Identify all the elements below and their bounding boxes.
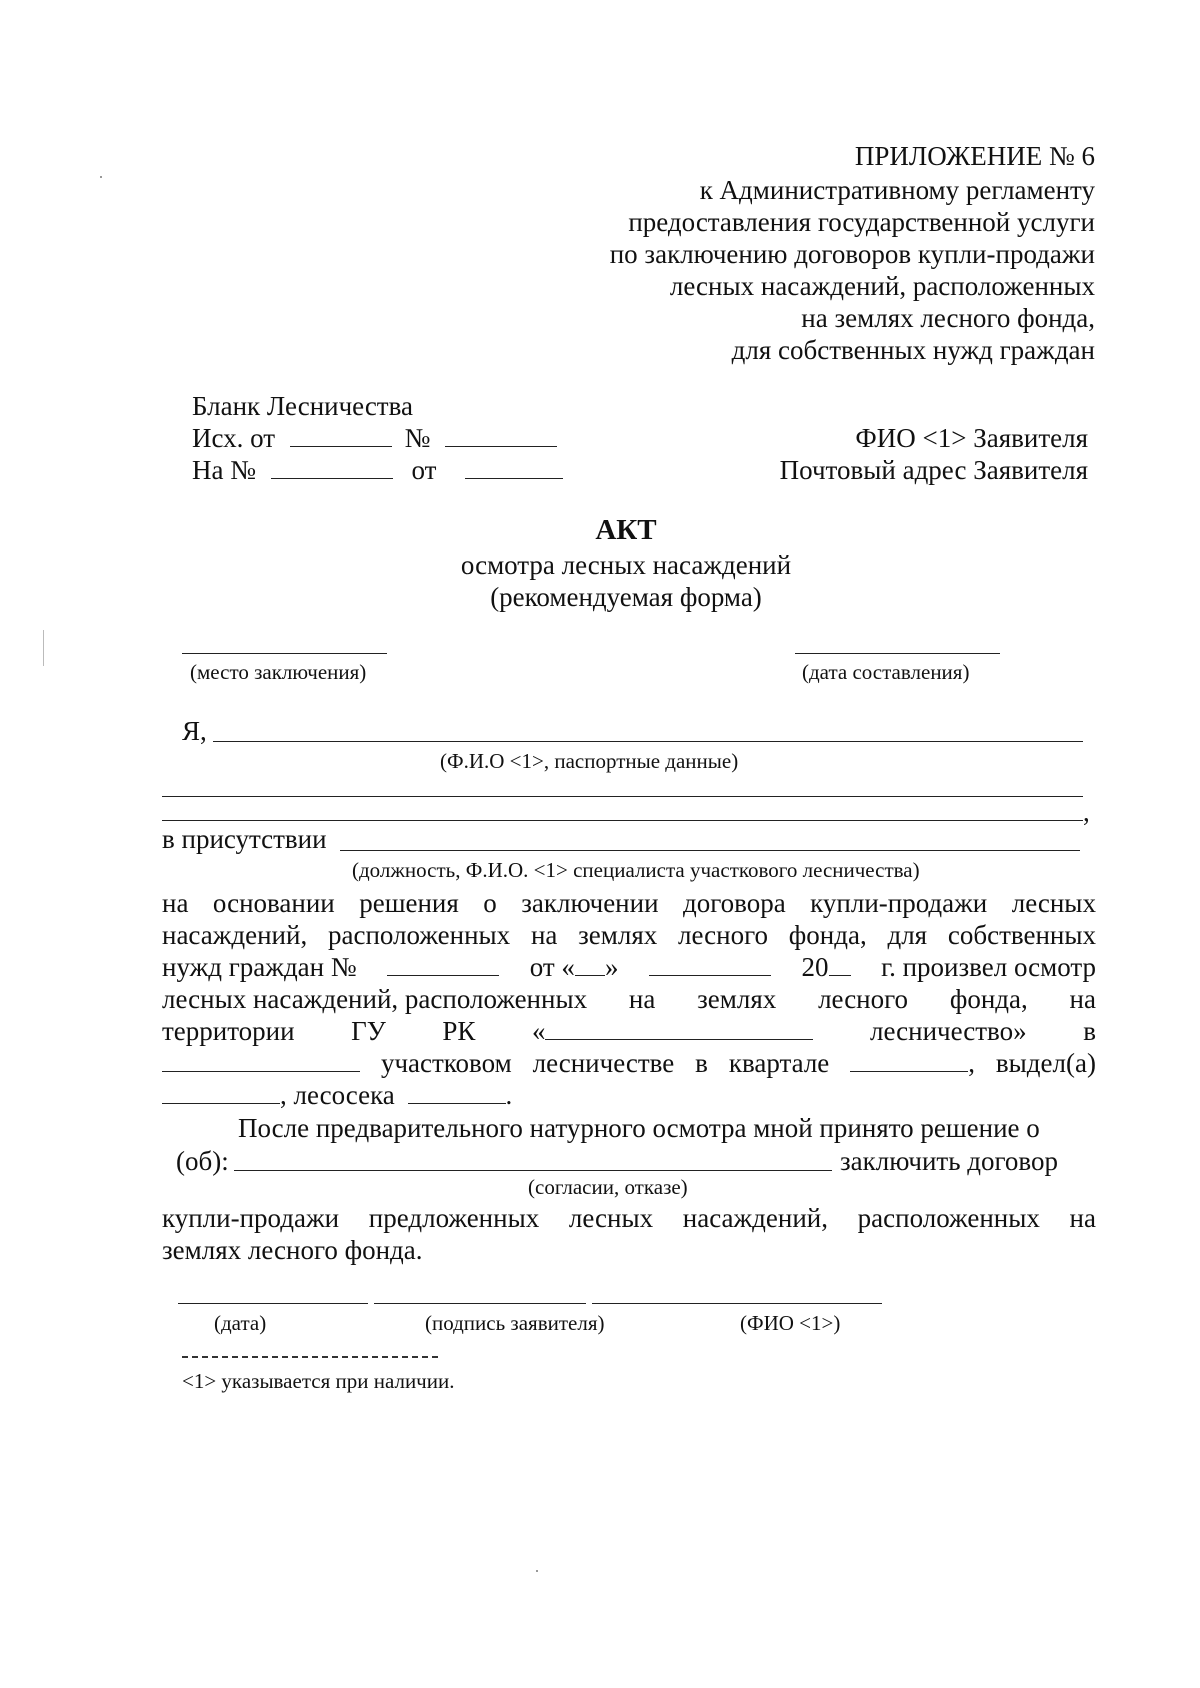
word: основании (212, 888, 335, 918)
signature-sign-blank (374, 1303, 586, 1304)
word: лесных (568, 1203, 654, 1233)
scan-speck (536, 1570, 538, 1572)
word: насаждений, (162, 920, 308, 950)
month-blank (649, 974, 771, 976)
reply-label: На № (192, 455, 256, 485)
footnote: <1> указывается при наличии. (182, 1369, 455, 1393)
text-year: 20 (801, 952, 829, 982)
text-citizens-number: нужд граждан № (162, 952, 357, 982)
appendix-line: по заключению договоров купли-продажи (609, 239, 1095, 269)
body-line-7 (162, 1082, 512, 1109)
word: землях (697, 984, 777, 1014)
body-line-6 (162, 1050, 1096, 1077)
word: в (695, 1048, 708, 1078)
presence-blank (340, 850, 1080, 851)
ob-label: (об): (176, 1146, 229, 1176)
word: выдел(а) (995, 1048, 1096, 1078)
outgoing-row (192, 425, 557, 452)
word: о (483, 888, 497, 918)
word: решения (359, 888, 459, 918)
word: собственных (947, 920, 1096, 950)
date-blank (795, 653, 1000, 654)
word: ГУ (351, 1016, 386, 1046)
body-line-5 (162, 1018, 1096, 1045)
word: на (1069, 1203, 1096, 1233)
signature-fio-blank (592, 1303, 882, 1304)
applicant-name: ФИО <1> Заявителя (855, 423, 1088, 453)
text-period: . (505, 1080, 513, 1110)
place-caption: (место заключения) (190, 660, 367, 684)
appendix-line: предоставления государственной услуги (628, 207, 1095, 237)
word: РК (442, 1016, 476, 1046)
passport-blank-1 (162, 796, 1083, 797)
word: на (530, 920, 558, 950)
text-open-quote: « (531, 1016, 546, 1046)
body-line-3 (162, 954, 1096, 981)
reply-date-blank (465, 477, 563, 479)
day-group (530, 954, 619, 981)
year-group (802, 954, 851, 981)
decision-cont-line (162, 1205, 1096, 1232)
date-caption: (дата составления) (802, 660, 970, 684)
word: на (162, 888, 189, 918)
text-quote: » (604, 952, 619, 982)
i-label: Я, (182, 716, 207, 746)
applicant-address: Почтовый адрес Заявителя (779, 455, 1088, 485)
word: договора (683, 888, 786, 918)
word: землях (578, 920, 658, 950)
text-cutting-area: , лесосека (280, 1080, 395, 1110)
word: на (628, 984, 656, 1014)
body-line-2 (162, 922, 1096, 949)
reply-from-label: от (411, 455, 437, 485)
decision-line: После предварительного натурного осмотра мной принято решение о (238, 1113, 1040, 1143)
appendix-title: ПРИЛОЖЕНИЕ № 6 (854, 141, 1095, 171)
allotment-blank (162, 1102, 280, 1104)
word: лесного (818, 984, 909, 1014)
district-forestry-blank (162, 1070, 360, 1072)
word: купли-продажи (162, 1203, 340, 1233)
comma: , (1083, 797, 1090, 827)
specialist-caption: (должность, Ф.И.О. <1> специалиста участкового лесничества) (352, 858, 920, 882)
forestry-group (532, 1018, 814, 1045)
body-line-4 (162, 986, 1096, 1013)
fio-blank (213, 741, 1083, 742)
fio-caption: (Ф.И.О <1>, паспортные данные) (440, 749, 739, 773)
decision-caption: (согласии, отказе) (528, 1175, 688, 1199)
act-form-note: (рекомендуемая форма) (490, 582, 762, 612)
appendix-line: на землях лесного фонда, (801, 303, 1095, 333)
word: лесных насаждений, расположенных (162, 984, 588, 1014)
quarter-blank (850, 1070, 968, 1072)
place-blank (182, 653, 387, 654)
text-comma: , (968, 1048, 975, 1078)
letterhead-blank: Бланк Лесничества (192, 391, 413, 421)
appendix-line: для собственных нужд граждан (731, 335, 1095, 365)
word: в (1083, 1016, 1096, 1046)
signature-date-caption: (дата) (214, 1311, 267, 1335)
number-label: № (404, 423, 431, 453)
presence-label: в присутствии (162, 824, 327, 854)
cutting-area-blank (408, 1102, 506, 1104)
word: фонда, (788, 920, 867, 950)
decision-end-line: землях лесного фонда. (162, 1235, 423, 1265)
signature-sign-caption: (подпись заявителя) (425, 1311, 605, 1335)
year-blank (829, 974, 851, 976)
scan-speck (43, 630, 44, 666)
word: расположенных (327, 920, 511, 950)
reply-row (192, 457, 563, 484)
decision-number-blank (387, 974, 499, 976)
act-title: АКТ (595, 514, 657, 546)
footnote-separator (182, 1356, 438, 1358)
word: предложенных (368, 1203, 540, 1233)
body-line-1 (162, 890, 1096, 917)
scan-speck (100, 176, 102, 178)
word: заключении (521, 888, 659, 918)
word: территории (162, 1016, 295, 1046)
decision-blank (234, 1170, 832, 1171)
word: для (887, 920, 928, 950)
outgoing-label: Исх. от (192, 423, 276, 453)
word: фонда, (949, 984, 1028, 1014)
text-inspection: г. произвел осмотр (881, 952, 1096, 982)
word: расположенных (857, 1203, 1040, 1233)
text-from: от « (529, 952, 575, 982)
word: купли-продажи (810, 888, 988, 918)
outgoing-number-blank (445, 445, 557, 447)
word: квартале (728, 1048, 830, 1078)
appendix-line: к Административному регламенту (699, 175, 1095, 205)
act-subtitle: осмотра лесных насаждений (460, 550, 792, 580)
appendix-line: лесных насаждений, расположенных (669, 271, 1095, 301)
word: лесничество» (870, 1016, 1027, 1046)
word: лесных (1011, 888, 1096, 918)
day-blank (575, 974, 605, 976)
word: лесничестве (532, 1048, 675, 1078)
word: лесного (678, 920, 769, 950)
word: участковом (380, 1048, 512, 1078)
word: насаждений, (682, 1203, 828, 1233)
passport-blank-2 (162, 820, 1083, 821)
signature-date-blank (178, 1303, 368, 1304)
outgoing-date-blank (290, 445, 392, 447)
signature-fio-caption: (ФИО <1>) (740, 1311, 841, 1335)
conclude-label: заключить договор (840, 1146, 1058, 1176)
quarter-group (850, 1050, 975, 1077)
reply-number-blank (271, 477, 393, 479)
word: на (1069, 984, 1096, 1014)
forestry-name-blank (545, 1038, 813, 1040)
